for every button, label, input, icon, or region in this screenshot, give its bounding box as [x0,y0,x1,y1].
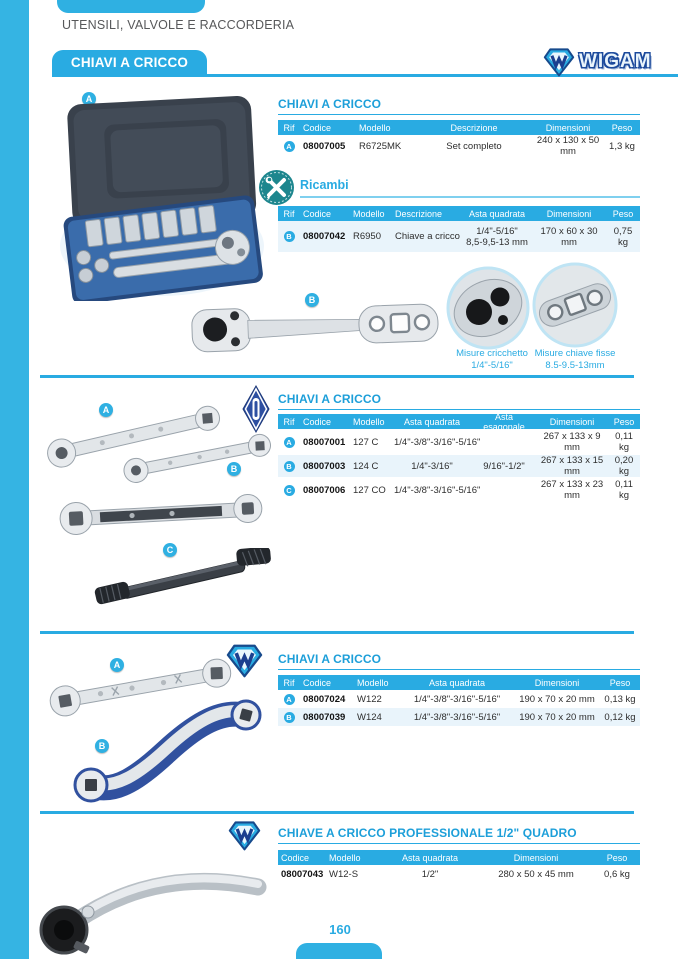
cell-codice: 08007042 [303,231,346,242]
col-header: Asta quadrata [401,852,459,863]
section3-title: CHIAVI A CRICCO [278,652,640,670]
col-header: Peso [613,416,635,427]
col-header: Asta quadrata [468,208,526,219]
col-header: Rif [283,122,295,133]
section1-table [278,120,640,157]
cell-dimensioni: 267 x 133 x 9 mm [543,431,601,453]
table-row [278,865,640,884]
col-header: Codice [303,677,332,688]
cell-modello: 124 C [353,460,379,472]
section-divider [40,631,634,634]
col-header: Descrizione [395,208,443,219]
col-header: Modello [359,122,391,133]
section1-title: CHIAVI A CRICCO [278,97,640,115]
cell-codice: 08007006 [303,484,346,496]
table-row [278,455,640,477]
cell-codice: 08007001 [303,436,346,448]
page-section-header [52,50,207,75]
callout-badge-b: B [95,739,109,753]
cell-peso: 0,6 kg [604,869,630,880]
cell-codice: 08007024 [303,693,346,705]
product-photo-flat-wrench-long [52,485,272,543]
cell-asta-quadrata: 1/2" [421,869,439,880]
cell-peso: 0,11 kg [615,431,633,453]
col-header: Codice [281,852,310,863]
cell-asta-quadrata: 1/4"-3/16" [411,460,453,472]
section2-table [278,411,640,503]
col-header: Codice [303,208,332,219]
product-photo-curved-wrench-w124 [68,688,268,806]
col-header: Dimensioni [513,852,559,863]
cell-modello: W124 [357,711,382,723]
table-row [278,477,640,503]
cell-dimensioni: 240 x 130 x 50 mm [536,135,600,157]
cell-codice: 08007003 [303,460,346,472]
cell-descrizione: Set completo [446,140,502,152]
cell-asta-quadrata: 1/4"-3/8"-3/16"-5/16" [394,436,481,448]
left-edge-bar [0,0,29,959]
cell-asta-quadrata: 1/4"-5/16" 8,5-9,5-13 mm [466,225,528,248]
col-header: Dimensioni [549,416,595,427]
col-header: Asta quadrata [403,416,461,427]
cell-peso: 0,13 kg [604,693,636,705]
cell-modello: R6950 [353,231,381,242]
table-row [278,221,640,252]
col-header: Codice [303,122,332,133]
section4-table [278,850,640,884]
cell-dimensioni: 190 x 70 x 20 mm [519,693,595,705]
bottom-tab [296,943,382,959]
col-header: Modello [353,416,385,427]
callout-badge-a: A [110,658,124,672]
section4-title: CHIAVE A CRICCO PROFESSIONALE 1/2" QUADRO [278,826,640,844]
col-header: Modello [357,677,389,688]
rif-badge: A [284,437,295,448]
detail-photo-fixed-wrench-sizes [532,262,618,348]
cell-modello: W122 [357,693,382,705]
wigam-gem-icon [543,47,575,77]
table-header-row [278,120,640,135]
cell-peso: 0,12 kg [604,711,636,723]
cell-modello: W12-S [329,869,359,880]
table-header-row [278,206,640,221]
cell-modello: 127 CO [353,484,386,496]
table-header-row [278,675,640,690]
cell-peso: 0,11 kg [615,479,633,501]
page-number: 160 [329,922,351,937]
col-header: Peso [609,677,631,688]
col-header: Peso [612,208,634,219]
col-header: Dimensioni [545,122,591,133]
callout-badge-b: B [227,462,241,476]
rif-badge: B [284,461,295,472]
col-header: Peso [606,852,628,863]
section2-title: CHIAVI A CRICCO [278,392,640,410]
cell-asta-quadrata: 1/4"-3/8"-3/16"-5/16" [394,484,481,496]
callout-badge-a: A [99,403,113,417]
category-label: UTENSILI, VALVOLE E RACCORDERIA [62,18,295,32]
cell-peso: 1,3 kg [609,140,635,152]
cell-codice: 08007039 [303,711,346,723]
col-header: Rif [283,416,295,427]
product-photo-pro-ratchet [30,855,275,959]
product-photo-offset-wrench [92,548,277,610]
table-row [278,690,640,708]
caption-fixed-wrench-sizes: Misure chiave fisse 8.5-9.5-13mm [534,348,616,371]
page-section-title: CHIAVI A CRICCO [70,55,189,70]
table-row [278,429,640,455]
col-header: Rif [283,208,295,219]
ricambi-table [278,206,640,252]
imperial-diamond-icon [242,385,270,433]
col-header: Modello [329,852,361,863]
section-divider [40,811,634,814]
product-photo-ratchet-spanner [188,298,443,354]
caption-ratchet-sizes: Misure cricchetto 1/4"-5/16" [456,348,528,371]
ricambi-title: Ricambi [300,178,349,192]
col-header: Dimensioni [534,677,580,688]
cell-dimensioni: 267 x 133 x 23 mm [540,479,604,501]
wigam-wordmark: WIGAM [579,51,652,72]
cell-asta-quadrata: 1/4"-3/8"-3/16"-5/16" [413,711,501,723]
cell-dimensioni: 170 x 60 x 30 mm [540,225,598,248]
cell-descrizione: Chiave a cricco [395,231,460,242]
wigam-logo [543,47,652,77]
callout-badge-c: C [163,543,177,557]
product-photo-socket-set [56,96,268,301]
section-divider [40,375,634,378]
cell-asta-esagonale: 9/16"-1/2" [483,460,525,472]
cell-dimensioni: 280 x 50 x 45 mm [498,869,574,880]
col-header: Descrizione [450,122,498,133]
callout-badge-a: A [82,92,96,106]
cell-modello: R6725MK [359,140,402,152]
section3-table [278,675,640,726]
col-header: Asta quadrata [428,677,486,688]
table-header-row [278,850,640,865]
rif-badge: B [284,231,295,242]
cell-peso: 0,75 kg [613,225,633,248]
product-photo-flat-wrench-b [118,428,283,490]
cell-codice: 08007005 [303,140,346,152]
col-header: Asta esagonale [483,411,525,432]
ricambi-underline [300,196,640,198]
cell-asta-quadrata: 1/4"-3/8"-3/16"-5/16" [413,693,501,705]
table-row [278,708,640,726]
col-header: Dimensioni [546,208,592,219]
top-tab [57,0,205,13]
cell-dimensioni: 267 x 133 x 15 mm [540,455,604,477]
rif-badge: C [284,485,295,496]
cell-peso: 0,20 kg [614,455,634,477]
col-header: Rif [283,677,295,688]
rif-badge: A [284,694,295,705]
cell-dimensioni: 190 x 70 x 20 mm [519,711,595,723]
rif-badge: B [284,712,295,723]
col-header: Modello [353,208,385,219]
callout-badge-b: B [305,293,319,307]
detail-photo-ratchet-sizes [446,266,530,350]
table-row [278,135,640,157]
table-header-row [278,411,640,432]
col-header: Codice [303,416,332,427]
rif-badge: A [284,141,295,152]
cell-modello: 127 C [353,436,379,448]
col-header: Peso [611,122,633,133]
cell-codice: 08007043 [281,869,324,880]
wigam-gem-icon [228,820,261,851]
